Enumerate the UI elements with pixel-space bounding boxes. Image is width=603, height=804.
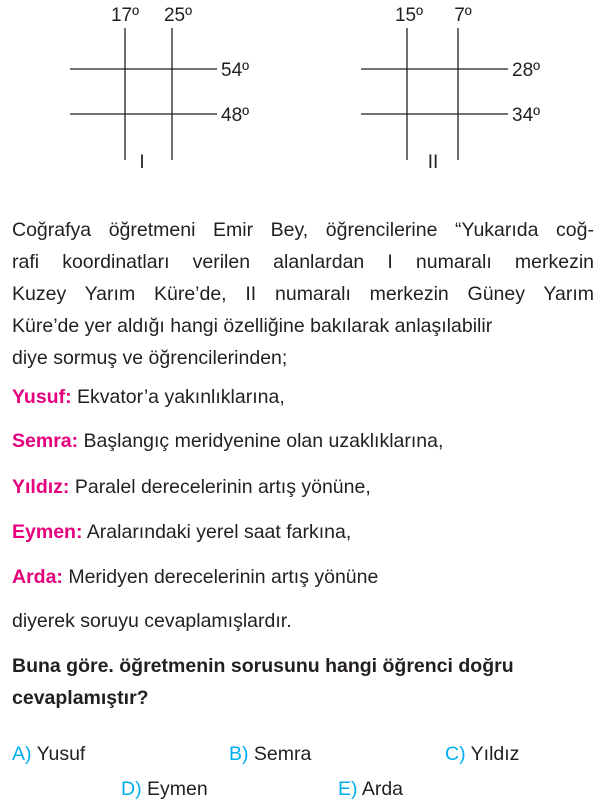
coordinate-figure bbox=[0, 0, 603, 200]
student-name: Yıldız: bbox=[12, 476, 70, 498]
left-latitude-1: 54º bbox=[221, 60, 250, 81]
option-text: Eymen bbox=[141, 778, 208, 800]
option-e[interactable] bbox=[338, 775, 403, 803]
right-grid bbox=[361, 5, 540, 173]
left-grid bbox=[70, 5, 249, 173]
question-intro bbox=[12, 214, 594, 374]
option-c[interactable] bbox=[445, 740, 519, 768]
intro-line: Coğrafya öğretmeni Emir Bey, öğrencilerine “Yukarıda coğ- bbox=[12, 219, 594, 241]
question-prompt bbox=[12, 650, 597, 714]
left-longitude-2: 25º bbox=[163, 5, 193, 26]
student-answer-text: Paralel derecelerinin artış yönüne, bbox=[69, 476, 371, 498]
student-answer bbox=[12, 516, 351, 548]
student-answer bbox=[12, 561, 378, 593]
prompt-line: Buna göre. öğretmenin sorusunu hangi öğrenci doğru bbox=[12, 655, 514, 677]
student-name: Yusuf: bbox=[12, 386, 72, 408]
intro-line: rafi koordinatları verilen alanlardan I numaralı merkezin bbox=[12, 251, 594, 273]
option-letter: E) bbox=[338, 778, 358, 800]
option-letter: A) bbox=[12, 743, 32, 765]
right-latitude-2: 34º bbox=[512, 105, 541, 126]
student-answer bbox=[12, 471, 371, 503]
right-latitude-1: 28º bbox=[512, 60, 541, 81]
option-text: Arda bbox=[357, 778, 404, 800]
left-grid-label: I bbox=[139, 152, 145, 173]
student-name: Arda: bbox=[12, 566, 63, 588]
student-answer-text: Meridyen derecelerinin artış yönüne bbox=[62, 566, 379, 588]
student-answer-text: Aralarındaki yerel saat farkına, bbox=[82, 521, 352, 543]
option-text: Yıldız bbox=[465, 743, 520, 765]
option-b[interactable] bbox=[229, 740, 311, 768]
student-answer bbox=[12, 425, 443, 457]
student-name: Semra: bbox=[12, 430, 79, 452]
left-latitude-2: 48º bbox=[221, 105, 250, 126]
option-d[interactable] bbox=[121, 775, 208, 803]
right-grid-label: II bbox=[427, 152, 439, 173]
option-text: Semra bbox=[248, 743, 312, 765]
option-letter: B) bbox=[229, 743, 249, 765]
option-a[interactable] bbox=[12, 740, 85, 768]
option-letter: C) bbox=[445, 743, 466, 765]
prompt-line: cevaplamıştır? bbox=[12, 687, 149, 709]
question-closing: diyerek soruyu cevaplamışlardır. bbox=[12, 610, 292, 632]
student-answer bbox=[12, 381, 285, 413]
student-answer-text: Ekvator’a yakınlıklarına, bbox=[71, 386, 285, 408]
intro-line: diye sormuş ve öğrencilerinden; bbox=[12, 347, 288, 369]
student-answer-text: Başlangıç meridyenine olan uzaklıklarına, bbox=[78, 430, 444, 452]
right-longitude-2: 7º bbox=[454, 5, 472, 26]
option-text: Yusuf bbox=[31, 743, 86, 765]
option-letter: D) bbox=[121, 778, 142, 800]
right-longitude-1: 15º bbox=[394, 5, 424, 26]
left-longitude-1: 17º bbox=[110, 5, 140, 26]
student-name: Eymen: bbox=[12, 521, 83, 543]
intro-line: Kuzey Yarım Küre’de, II numaralı merkezin Güney Yarım bbox=[12, 283, 594, 305]
intro-line: Küre’de yer aldığı hangi özelliğine bakılarak anlaşılabilir bbox=[12, 315, 493, 337]
